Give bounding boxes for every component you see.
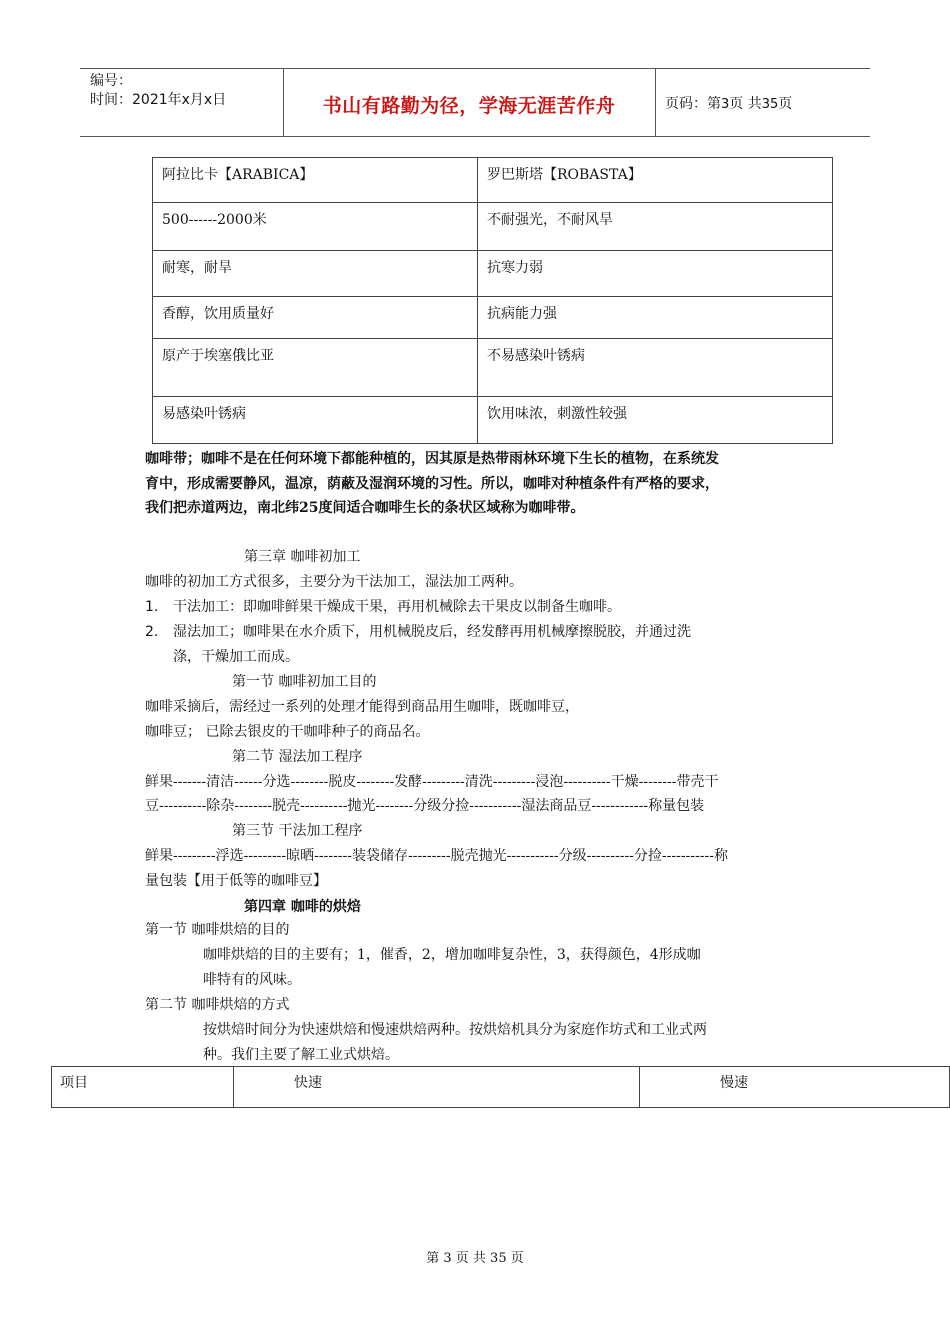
paragraph: 咖啡烘焙的目的主要有；1，催香，2，增加咖啡复杂性，3，获得颜色，4形成咖: [203, 947, 701, 963]
table-cell: 不易感染叶锈病: [478, 339, 833, 397]
table-cell: 香醇，饮用质量好: [153, 297, 478, 339]
table-cell: 原产于埃塞俄比亚: [153, 339, 478, 397]
table-cell: 阿拉比卡【ARABICA】: [153, 158, 478, 203]
section-title: 第二节 咖啡烘焙的方式: [145, 997, 290, 1013]
section-title: 第一节 咖啡烘焙的目的: [145, 922, 290, 938]
table-row: [153, 397, 833, 444]
roast-comparison-table: [51, 1066, 950, 1108]
paragraph: 啡特有的风味。: [203, 972, 301, 988]
list-item: 湿法加工；咖啡果在水介质下，用机械脱皮后，经发酵再用机械摩擦脱胶，并通过洗: [173, 624, 691, 640]
page-mid: 页 共: [729, 96, 762, 112]
document-header: [80, 68, 870, 137]
chapter-title: 第三章 咖啡初加工: [244, 549, 361, 565]
header-meta: [90, 72, 226, 110]
table-cell: 耐寒，耐旱: [153, 251, 478, 297]
table-cell: 饮用味浓，刺激性较强: [478, 397, 833, 444]
table-row: [153, 158, 833, 203]
page-label: 页码：第: [665, 96, 721, 112]
coffee-belt-line: 咖啡带；咖啡不是在任何环境下都能种植的，因其原是热带雨林环境下生长的植物，在系统发: [145, 451, 719, 467]
paragraph: 咖啡豆； 已除去银皮的干咖啡种子的商品名。: [145, 724, 430, 740]
table-row: [153, 251, 833, 297]
header-divider: [655, 69, 656, 136]
table-row: [153, 203, 833, 251]
table-cell: 抗病能力强: [478, 297, 833, 339]
paragraph: 咖啡采摘后，需经过一系列的处理才能得到商品用生咖啡，既咖啡豆，: [145, 699, 579, 715]
time-label: 时间：2021年x月x日: [90, 92, 227, 108]
coffee-comparison-table: [152, 157, 833, 444]
coffee-belt-line: 我们把赤道两边，南北纬25度间适合咖啡生长的条状区域称为咖啡带。: [145, 500, 585, 516]
table-row: [153, 297, 833, 339]
paragraph: 咖啡的初加工方式很多，主要分为干法加工，湿法加工两种。: [145, 574, 523, 590]
table-row: [52, 1067, 950, 1108]
table-cell: 易感染叶锈病: [153, 397, 478, 444]
table-row: [153, 339, 833, 397]
number-label: 编号：: [90, 73, 132, 89]
header-motto: 书山有路勤为径，学海无涯苦作舟: [322, 95, 616, 117]
page-total: 35: [761, 97, 779, 112]
process-flow-line: 量包装【用于低等的咖啡豆】: [145, 873, 327, 889]
page-number: 3: [721, 97, 730, 112]
page-footer: 第 3 页 共 35 页: [426, 1251, 524, 1266]
table-header-cell: 项目: [52, 1067, 234, 1108]
list-item: 干法加工：即咖啡鲜果干燥成干果，再用机械除去干果皮以制备生咖啡。: [173, 599, 621, 615]
table-cell: 罗巴斯塔【ROBASTA】: [478, 158, 833, 203]
process-flow-line: 鲜果---------浮选---------晾晒--------装袋储存---------脱壳抛光-----------分级----------分捡-----------称: [145, 848, 728, 864]
table-cell: 抗寒力弱: [478, 251, 833, 297]
table-cell: 500------2000米: [153, 203, 478, 251]
process-flow-line: 鲜果-------清洁------分选--------脱皮--------发酵---------清洗---------浸泡----------干燥--------带壳干: [145, 774, 719, 790]
process-flow-line: 豆----------除杂--------脱壳----------抛光--------分级分捡-----------湿法商品豆------------称量包装: [145, 798, 705, 814]
section-title: 第二节 湿法加工程序: [232, 749, 363, 765]
paragraph: 按烘焙时间分为快速烘焙和慢速烘焙两种。按烘焙机具分为家庭作坊式和工业式两: [203, 1022, 707, 1038]
list-item-continuation: 涤，干燥加工而成。: [173, 649, 299, 665]
table-header-cell: 慢速: [640, 1067, 950, 1108]
header-page-indicator: [665, 93, 792, 113]
list-number: 1.: [145, 599, 159, 615]
section-title: 第三节 干法加工程序: [232, 823, 363, 839]
section-title: 第一节 咖啡初加工目的: [232, 674, 377, 690]
table-cell: 不耐强光，不耐风旱: [478, 203, 833, 251]
list-number: 2.: [145, 624, 159, 640]
page-end: 页: [778, 96, 793, 112]
chapter-title: 第四章 咖啡的烘焙: [244, 899, 361, 915]
table-header-cell: 快速: [234, 1067, 640, 1108]
coffee-belt-line: 育中，形成需要静风，温凉，荫蔽及湿润环境的习性。所以，咖啡对种植条件有严格的要求，: [145, 476, 719, 492]
paragraph: 种。我们主要了解工业式烘焙。: [203, 1047, 399, 1063]
